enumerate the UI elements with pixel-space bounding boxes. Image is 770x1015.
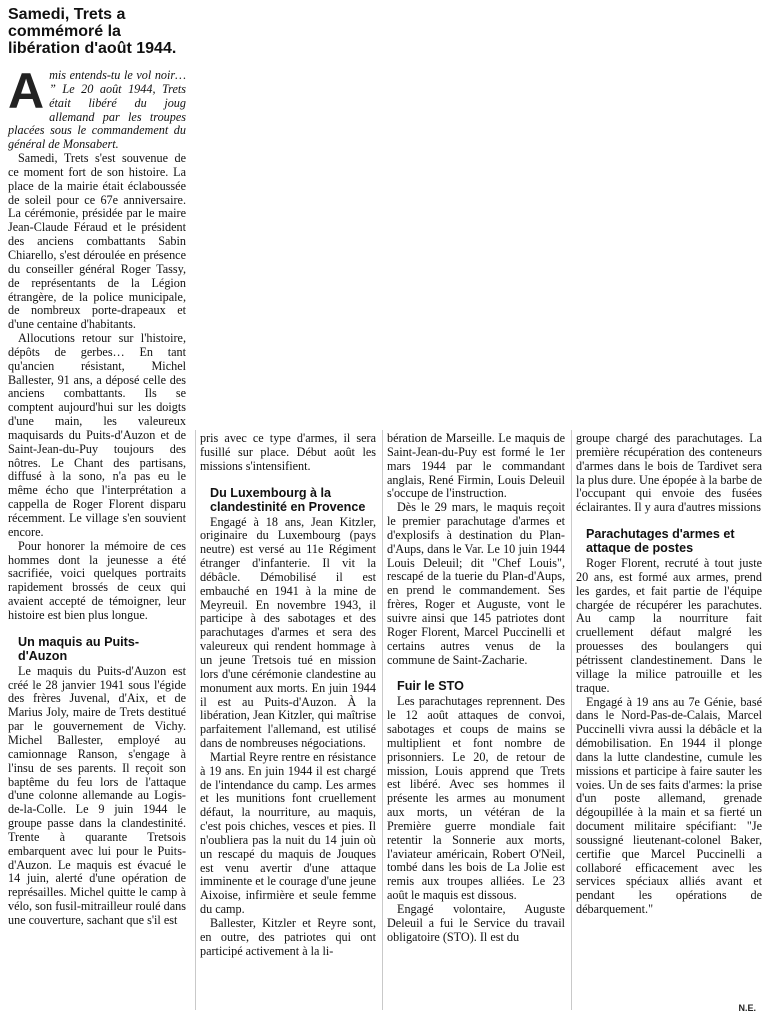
- paragraph: Engagé à 18 ans, Jean Kitzler, originaire du Luxembourg (pays neutre) est versé au 11e Régiment étranger d'infanterie. Il vit la débâcle. Démobilisé il est embauché en 1941 à la mine de Meyreuil. En novembre 1943, il participe à des sabotages et des parachutages d'armes et sera des valeureux qui rendent hommage à un jeune Tretsois tué en mission lors d'une cérémonie clandestine au monument aux morts. En juin 1944 il est au Puits-d'Auzon. À la libération, Jean Kitzler, qui maîtrise parfaitement l'allemand, est utilisé dans de nombreuses négociations.: [200, 514, 376, 751]
- article-title: Samedi, Trets a commémoré la libération d'août 1944.: [8, 6, 177, 57]
- paragraph: Samedi, Trets s'est souvenue de ce moment fort de son histoire. La place de la mairie était éclaboussée de soleil pour ce 67e anniversaire. La cérémonie, présidée par le maire Jean-Claude Féraud et le président des anciens combattants Sabin Chiarello, s'est déroulée en présence du conseiller général Roger Tassy, de représentants de la Légion étrangère, de la police municipale, de nombreux porte-drapeaux et d'une centaine d'habitants.: [8, 151, 186, 332]
- column-3: [387, 432, 565, 945]
- paragraph: Martial Reyre rentre en résistance à 19 ans. En juin 1944 il est chargé de l'intendance du camp. Les armes et les munitions font cruellement défaut, la nourriture, au maquis, c'est pois chiches, vesces et pies. Il n'oubliera pas la nuit du 14 juin où un rescapé du maquis de Jouques est venu avertir d'une attaque imminente et le courage d'une jeune Aixoise, infirmière et seule femme du camp.: [200, 749, 376, 917]
- paragraph: Engagé à 19 ans au 7e Génie, basé dans le Nord-Pas-de-Calais, Marcel Puccinelli vivra aussi la débâcle et la démobilisation. En 1944 il plonge dans la lutte clandestine, cumule les missions et participe à faire sauter les voies. Un de ses faits d'armes: la prise d'un poste allemand, grenade dégoupillée à la main et sa fierté un document militaire spécifiant: "Je soussigné lieutenant-colonel Baker, certifie que Marcel Puccinelli a collaboré efficacement avec les services spéciaux alliés avant et pendant les opérations de débarquement.": [576, 694, 762, 917]
- column-1: [8, 6, 186, 928]
- paragraph: Ballester, Kitzler et Reyre sont, en outre, des patriotes qui ont participé activement à la li-: [200, 916, 376, 958]
- paragraph: Dès le 29 mars, le maquis reçoit le premier parachutage d'armes et d'explosifs à destination du Plan-d'Aups, dans le Var. Le 10 juin 1944 Louis Deleuil; dit "Chef Louis", rescapé de la tuerie du Plan-d'Aups, en prend le commandement. Ses frères, Roger et Auguste, vont le suivre ainsi que 145 patriotes dont Roger Florent, Marcel Puccinelli et certains autres venus de la commune de Saint-Zacharie.: [387, 500, 565, 667]
- paragraph: Le maquis du Puits-d'Auzon est créé le 28 janvier 1941 sous l'égide des frères Juvenal, d'Aix, et de Marius Joly, maire de Trets destitué par le gouvernement de Vichy. Michel Ballester, employé au camionnage Ranson, s'engage à l'insu de ses parents. Il reçoit son baptême du feu lors de l'attaque d'une colonne allemande au Logis-de-la-Colle. Le 9 juin 1944 le groupe passe dans la clandestinité. Trente à quarante Tretsois embarquent avec lui pour le Puits-d'Auzon. Le maquis est évacué le 14 juin, alerté d'une opération de représailles. Michel quitte le camp à vélo, son fusil-mitrailleur roulé dans une couverture, sachant que s'il est: [8, 663, 186, 927]
- paragraph: groupe chargé des parachutages. La première récupération des conteneurs d'armes dans le bois de Tardivet sera la plus dure. Une épopée à la barbe de l'occupant qui envoie des fusées éclairantes. Il y aura d'autres missions: [576, 431, 762, 515]
- column-divider: [195, 430, 196, 1010]
- paragraph: Pour honorer la mémoire de ces hommes dont la jeunesse a été sacrifiée, voici quelques portraits rapidement brossés de ceux qui avaient accepté de témoigner, leur histoire est bien plus longue.: [8, 538, 186, 622]
- paragraph: Roger Florent, recruté à tout juste 20 ans, est formé aux armes, prend les gardes, et fait partie de l'équipe chargée de récupérer les parachutes. Au camp la nourriture fait cruellement défaut malgré les prouesses des boulangers qui pétrissent clandestinement. Dans le village la milice patrouille et les traque.: [576, 556, 762, 695]
- byline: N.E.: [738, 1003, 756, 1013]
- subheading-maquis-auzon: Un maquis au Puits-d'Auzon: [18, 634, 140, 663]
- subheading-fuir-sto: Fuir le STO: [397, 679, 464, 694]
- paragraph: Les parachutages reprennent. Des le 12 août attaques de convoi, sabotages et coups de mains se multiplient et font nombre de prisonniers. Le 20, de retour de mission, Louis apprend que Trets est libéré. Avec ses hommes il présente les armes au monument aux morts, un vétéran de la Première guerre mondiale fait retentir la Sonnerie aux morts, l'aviateur américain, Robert O'Neil, tombé dans les bois de La Jolie est remis aux troupes alliées. Le 23 août le maquis est dissous.: [387, 694, 565, 903]
- paragraph: Engagé volontaire, Auguste Deleuil a fui le Service du travail obligatoire (STO). Il est du: [387, 902, 565, 944]
- paragraph: pris avec ce type d'armes, il sera fusillé sur place. Début août les missions s'intensifient.: [200, 431, 376, 473]
- dropcap: A: [8, 63, 45, 119]
- column-2: [200, 432, 376, 959]
- column-4: [576, 432, 762, 917]
- paragraph: bération de Marseille. Le maquis de Saint-Jean-du-Puy est formé le 1er mars 1944 par le commandant anglais, René Firmin, Louis Deleuil s'occupe de l'instruction.: [387, 431, 565, 501]
- paragraph: Allocutions retour sur l'histoire, dépôts de gerbes… En tant qu'ancien résistant, Michel Ballester, 91 ans, a déposé celle des anciens combattants. Ils se comptent aujourd'hui sur les doigts d'une main, les valeureux maquisards du Puits-d'Auzon et de Saint-Jean-du-Puy toujours des nôtres. Le Chant des partisans, diffusé à la sono, n'a pas eu le même écho que l'interprétation a cappella de Roger Florent disparu récemment. Le village s'en souvient encore.: [8, 331, 186, 539]
- column-divider: [382, 430, 383, 1010]
- subheading-parachutages: Parachutages d'armes et attaque de postes: [586, 527, 735, 556]
- intro-paragraph: [8, 63, 186, 152]
- column-divider: [571, 430, 572, 1010]
- intro-text: mis entends-tu le vol noir… ” Le 20 août 1944, Trets était libéré du joug allemand par les troupes placées sous le commandement du général de Monsabert.: [8, 68, 186, 152]
- subheading-luxembourg: Du Luxembourg à la clandestinité en Provence: [210, 485, 366, 514]
